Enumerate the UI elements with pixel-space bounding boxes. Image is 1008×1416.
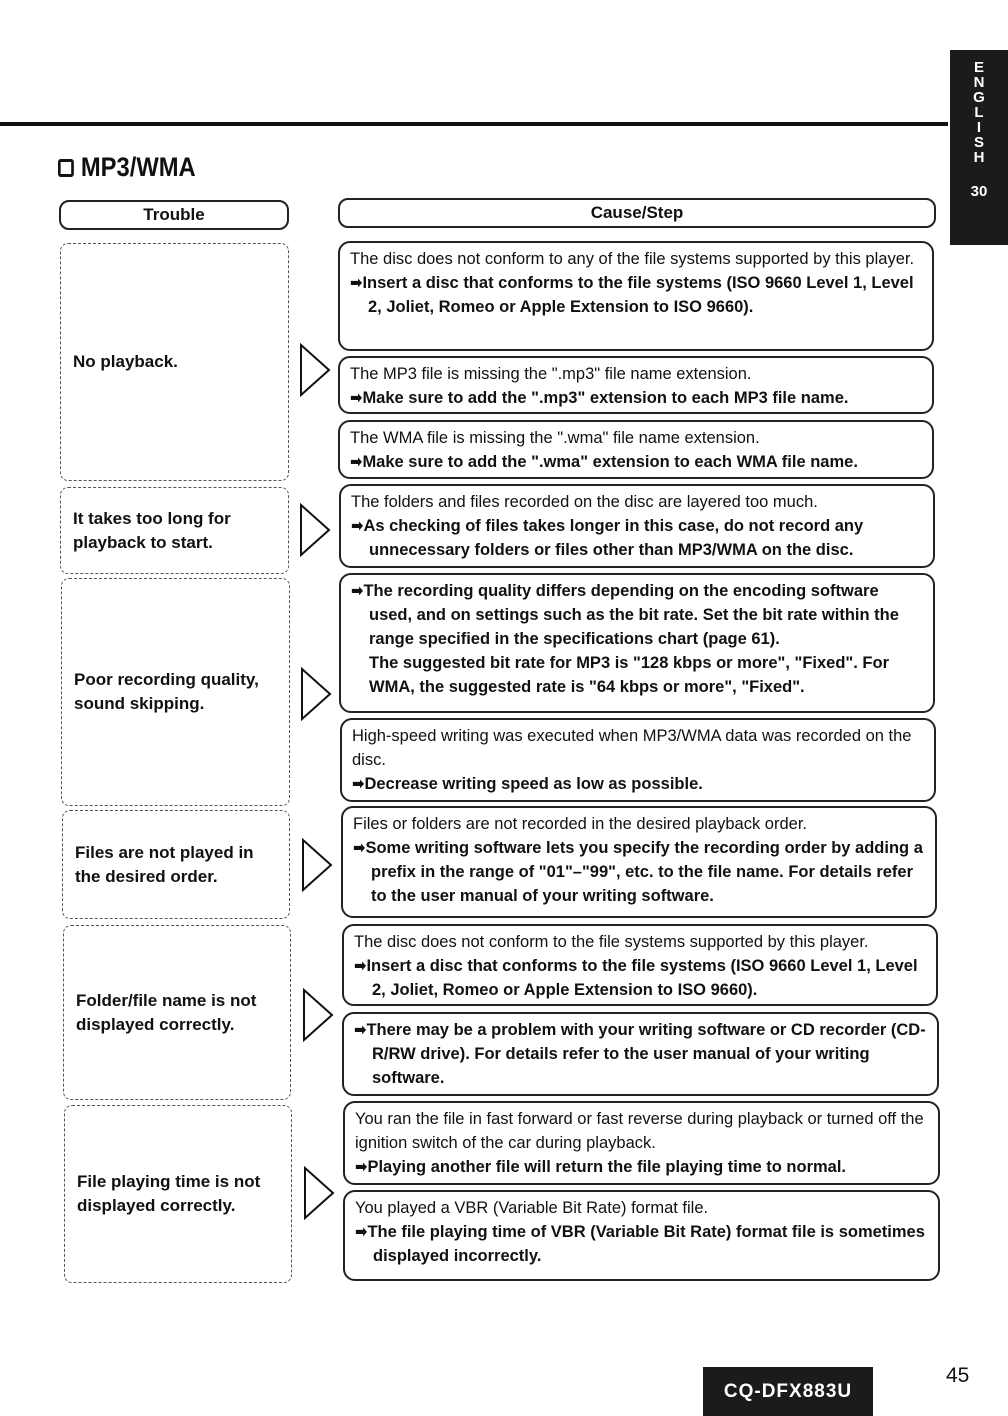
trouble-text: Files are not played in — [75, 842, 254, 862]
top-rule — [0, 122, 948, 126]
arrow-right-icon — [302, 988, 334, 1042]
cause-box — [338, 356, 934, 414]
cause-text: High-speed writing was executed when MP3/WMA data was recorded on the disc. — [352, 727, 912, 769]
arrow-right-icon — [299, 343, 331, 397]
tab-letter: E — [973, 59, 984, 76]
cause-step: ➡Some writing software lets you specify the recording order by adding a prefix in the range of "01"–"99", etc. to the file name. For details refer to the user manual of your writing software. — [353, 839, 923, 905]
section-title: MP3/WMA — [80, 152, 196, 182]
cause-text: The disc does not conform to the file systems supported by this player. — [354, 933, 869, 951]
cause-box — [338, 420, 934, 479]
cause-header-label: Cause/Step — [590, 203, 684, 222]
cause-text: Files or folders are not recorded in the desired playback order. — [353, 815, 807, 833]
trouble-text: Poor recording quality, — [74, 670, 259, 689]
cause-step: ➡Make sure to add the ".mp3" extension to each MP3 file name. — [350, 389, 849, 407]
cause-step: ➡The recording quality differs depending on the encoding software used, and on settings such as the bit rate. Set the bit rate within the range specified in the specifications chart (page 61). — [351, 582, 899, 648]
cause-text: The folders and files recorded on the disc are layered too much. — [351, 493, 818, 511]
tab-letter: I — [976, 119, 982, 136]
arrow-right-icon — [300, 667, 332, 721]
cause-text: The disc does not conform to any of the file systems supported by this player. — [350, 250, 915, 268]
cause-box — [341, 806, 937, 918]
cause-text: You ran the file in fast forward or fast reverse during playback or turned off the ignition switch of the car during playback. — [355, 1110, 924, 1152]
cause-column-header — [338, 198, 936, 228]
arrow-right-icon — [303, 1166, 335, 1220]
trouble-text: sound skipping. — [74, 694, 205, 713]
cause-step: ➡There may be a problem with your writing software or CD recorder (CD-R/RW drive). For details refer to the user manual of your writing software. — [354, 1021, 926, 1087]
cause-box — [338, 241, 934, 351]
cause-step: ➡The file playing time of VBR (Variable Bit Rate) format file is sometimes displayed incorrectly. — [355, 1223, 925, 1265]
trouble-text: Folder/file name is not — [76, 990, 257, 1010]
trouble-item — [61, 578, 290, 806]
cause-box — [343, 1101, 940, 1185]
cause-text: The WMA file is missing the ".wma" file name extension. — [350, 429, 760, 447]
section-heading — [58, 152, 196, 183]
checkbox-square-icon — [58, 159, 74, 177]
cause-box — [340, 718, 936, 802]
trouble-text: the desired order. — [75, 866, 218, 886]
trouble-item — [62, 810, 290, 919]
trouble-item — [64, 1105, 292, 1283]
cause-step: ➡Insert a disc that conforms to the file systems (ISO 9660 Level 1, Level 2, Joliet, Romeo or Apple Extension to ISO 9660). — [354, 957, 918, 999]
cause-step: ➡As checking of files takes longer in this case, do not record any unnecessary folders or files other than MP3/WMA on the disc. — [351, 517, 864, 559]
cause-step: ➡Playing another file will return the file playing time to normal. — [355, 1158, 847, 1176]
cause-box — [342, 1012, 939, 1096]
tab-letter: L — [974, 104, 984, 121]
trouble-text: displayed correctly. — [77, 1196, 236, 1215]
trouble-item — [60, 243, 289, 481]
tab-letter: H — [973, 149, 985, 166]
trouble-text: It takes too long for — [73, 508, 231, 528]
tab-page-number: 30 — [970, 183, 988, 200]
trouble-text: No playback. — [73, 352, 178, 371]
cause-step: ➡Decrease writing speed as low as possible. — [352, 775, 703, 793]
language-tab — [950, 50, 1008, 245]
trouble-text: playback to start. — [73, 532, 213, 552]
cause-box — [339, 573, 935, 713]
arrow-right-icon — [301, 838, 333, 892]
trouble-item — [60, 487, 289, 574]
cause-text: The MP3 file is missing the ".mp3" file name extension. — [350, 365, 752, 383]
model-badge — [703, 1367, 873, 1416]
cause-box — [342, 924, 938, 1006]
model-name: CQ-DFX883U — [723, 1380, 853, 1402]
tab-letter: S — [973, 134, 984, 151]
trouble-text: displayed correctly. — [76, 1014, 235, 1034]
cause-step: ➡Insert a disc that conforms to the file systems (ISO 9660 Level 1, Level 2, Joliet, Romeo or Apple Extension to ISO 9660). — [350, 274, 914, 316]
cause-step: ➡Make sure to add the ".wma" extension to each WMA file name. — [350, 453, 858, 471]
cause-step: The suggested bit rate for MP3 is "128 kbps or more", "Fixed". For WMA, the suggested rate is "64 kbps or more", "Fixed". — [369, 654, 889, 696]
tab-letter: G — [973, 89, 985, 106]
trouble-header-label: Trouble — [143, 205, 205, 224]
trouble-item — [63, 925, 291, 1100]
cause-box — [343, 1190, 940, 1281]
page-number: 45 — [946, 1364, 970, 1387]
trouble-text: File playing time is not — [77, 1172, 261, 1191]
arrow-right-icon — [299, 503, 331, 557]
cause-text: You played a VBR (Variable Bit Rate) format file. — [355, 1199, 709, 1217]
cause-box — [339, 484, 935, 568]
tab-letter: N — [973, 74, 985, 91]
trouble-column-header — [59, 200, 289, 230]
